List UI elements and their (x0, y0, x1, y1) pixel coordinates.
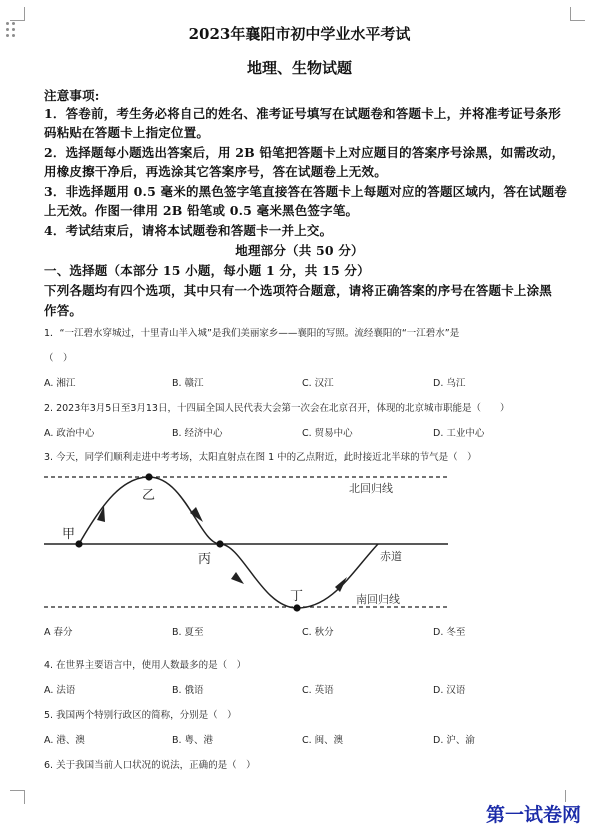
sun-path-diagram (0, 462, 599, 622)
crop-mark (570, 20, 585, 21)
question-4-option-c[interactable]: C. 英语 (302, 685, 334, 696)
section-heading: 一、选择题（本部分 15 小题，每小题 1 分，共 15 分） (44, 263, 370, 278)
question-2-option-a[interactable]: A. 政治中心 (44, 428, 95, 439)
question-2-option-d[interactable]: D. 工业中心 (433, 428, 485, 439)
question-3-option-b[interactable]: B. 夏至 (172, 627, 204, 638)
notice-line: 码粘贴在答题卡上指定位置。 (44, 125, 210, 140)
section-instruction: 作答。 (44, 303, 83, 318)
label-bing: 丙 (198, 552, 212, 567)
question-5-text: 5. 我国两个特别行政区的简称，分别是（ ） (44, 710, 237, 721)
question-1-blank: （ ） (44, 353, 73, 364)
notice-line: 2．选择题每小题选出答案后，用 2B 铅笔把答题卡上对应题目的答案序号涂黑，如需改动， (44, 145, 565, 160)
crop-mark (10, 790, 25, 791)
crop-mark (24, 7, 25, 21)
crop-mark (24, 790, 25, 804)
point-jia (75, 540, 82, 547)
question-1-option-d[interactable]: D. 乌江 (433, 378, 466, 389)
question-2-option-c[interactable]: C. 贸易中心 (302, 428, 353, 439)
arrow-icon (231, 572, 244, 584)
sun-path-curve (79, 477, 378, 608)
question-3-text: 3. 今天，同学们顺利走进中考考场，太阳直射点在图 1 中的乙点附近，此时接近北半球的节气是（ ） (44, 452, 477, 463)
question-5-option-a[interactable]: A. 港、澳 (44, 735, 85, 746)
page-subtitle: 地理、生物试题 (246, 59, 352, 77)
question-2-text: 2. 2023年3月5日至3月13日，十四届全国人民代表大会第一次会在北京召开，体现的北京城市职能是（ ） (44, 403, 510, 414)
point-ding (293, 604, 300, 611)
label-jia: 甲 (62, 527, 76, 542)
question-5-option-b[interactable]: B. 粤、港 (172, 735, 214, 746)
point-bing (216, 540, 223, 547)
question-3-option-c[interactable]: C. 秋分 (302, 627, 334, 638)
crop-mark (570, 7, 571, 21)
question-5-option-d[interactable]: D. 沪、渝 (433, 735, 475, 746)
section-instruction: 下列各题均有四个选项，其中只有一个选项符合题意，请将正确答案的序号在答题卡上涂黑 (44, 283, 553, 298)
label-tropic-of-cancer: 北回归线 (349, 482, 393, 495)
crop-mark (10, 20, 25, 21)
question-4-option-d[interactable]: D. 汉语 (433, 685, 466, 696)
question-3-option-d[interactable]: D. 冬至 (433, 627, 466, 638)
label-ding: 丁 (290, 589, 304, 604)
page-title: 2023年襄阳市初中学业水平考试 (188, 25, 411, 43)
point-yi (145, 473, 152, 480)
question-6-text: 6. 关于我国当前人口状况的说法，正确的是（ ） (44, 760, 256, 771)
notice-line: 1．答卷前，考生务必将自己的姓名、准考证号填写在试题卷和答题卡上，并将准考证号条形 (44, 106, 561, 121)
question-1-option-b[interactable]: B. 赣江 (172, 378, 204, 389)
question-3-option-a[interactable]: A 春分 (44, 627, 73, 638)
notice-heading: 注意事项: (44, 88, 100, 103)
question-4-text: 4. 在世界主要语言中，使用人数最多的是（ ） (44, 660, 247, 671)
notice-line: 上无效。作图一律用 2B 铅笔或 0.5 毫米黑色签字笔。 (44, 203, 359, 218)
question-1-text: 1．“一江碧水穿城过，十里青山半入城”是我们美丽家乡——襄阳的写照。流经襄阳的“一江碧水”是 (44, 328, 460, 339)
question-5-option-c[interactable]: C. 闽、澳 (302, 735, 344, 746)
watermark-logo: 第一试卷网 (486, 804, 582, 826)
label-yi: 乙 (142, 488, 156, 503)
notice-line: 用橡皮擦干净后，再选涂其它答案序号，答在试题卷上无效。 (44, 164, 387, 179)
label-tropic-of-capricorn: 南回归线 (356, 593, 400, 606)
notice-line: 4．考试结束后，请将本试题卷和答题卡一并上交。 (44, 223, 333, 238)
question-4-option-b[interactable]: B. 俄语 (172, 685, 204, 696)
label-equator: 赤道 (380, 550, 402, 563)
question-4-option-a[interactable]: A. 法语 (44, 685, 76, 696)
question-1-option-a[interactable]: A. 湘江 (44, 378, 76, 389)
question-2-option-b[interactable]: B. 经济中心 (172, 428, 223, 439)
notice-line: 3．非选择题用 0.5 毫米的黑色签字笔直接答在答题卡上每题对应的答题区域内，答在试题卷 (44, 184, 567, 199)
part-title: 地理部分（共 50 分） (235, 243, 364, 258)
question-1-option-c[interactable]: C. 汉江 (302, 378, 334, 389)
